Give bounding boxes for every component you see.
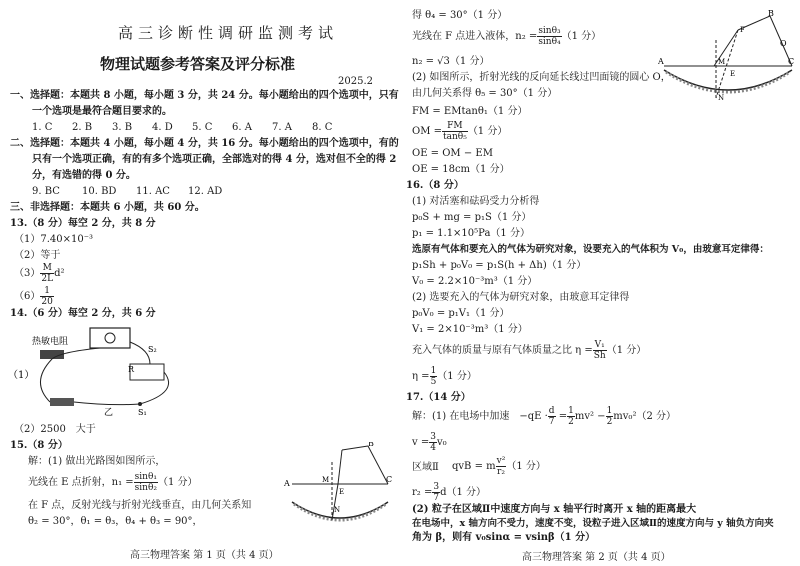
answer-6: 6. A [232, 122, 252, 133]
q17-line1: 解：(1) 在电场中加速 −qE · $\frac{d}{7}$ = $\frac{1}{2}$ mv² − $\frac{1}{2}$ mv₀²（2 分） [412, 406, 676, 427]
r-line4: (2) 如图所示，折射光线的反向延长线过凹面镜的圆心 O， [412, 72, 671, 83]
q16-line10: 充入气体的质量与原有气体质量之比 η = $\frac{\text{V₁}}{Sh}$ （1 分） [412, 340, 647, 361]
q13-answer-1: （1）7.40×10⁻³ [14, 234, 94, 245]
fig-r-label-a: A [658, 57, 664, 66]
fig-r-label-e: E [730, 70, 736, 78]
q17-line4: r₂ = $\frac{3}{7}$ d（1 分） [412, 482, 487, 503]
q15-line3: 在 F 点，反射光线与折射光线垂直，由几何关系知 [28, 500, 252, 511]
meter-dial-icon [105, 333, 115, 343]
footer-page2: 高三物理答案 第 2 页（共 4 页） [522, 552, 671, 563]
section2-line2: 只有一个选项正确，有的有多个选项正确，全部选对的得 4 分，选对但不全的得 2 [32, 154, 397, 165]
fig-label-a: A [284, 479, 290, 488]
q17-line3: 区域Ⅱ [412, 462, 439, 473]
answer-5: 5. C [192, 122, 213, 133]
r-line7: OM = $\frac{FM}{\text{tanθ₅}}$ （1 分） [412, 121, 508, 142]
q17-line3b: qvB = m $\frac{\text{v²}}{\text{r₂}}$ （1 分） [452, 456, 546, 477]
yi-label: 乙 [104, 408, 114, 416]
q17-line2: v = $\frac{3}{4}$ v₀ [412, 432, 447, 453]
answer-4: 4. D [152, 122, 173, 133]
section2-line3: 分，有选错的得 0 分。 [32, 170, 136, 181]
q17-line6: 在电场中，x 轴方向不受力，速度不变，设粒子进入区域Ⅱ的速度方向与 y 轴负方向夹 [412, 518, 774, 529]
thermistor-label: 热敏电阻 [32, 337, 69, 347]
q16-line9: V₁ = 2×10⁻³m³（1 分） [412, 324, 528, 335]
q17-line7: 角为 β，则有 v₀sinα = vsinβ（1 分） [412, 532, 596, 543]
q13-head: 13.（8 分）每空 2 分，共 8 分 [10, 218, 156, 229]
answer-2: 2. B [72, 122, 93, 133]
answer-10: 10. BD [82, 186, 117, 197]
q17-line5: (2) 粒子在区域Ⅱ中速度方向与 x 轴平行时离开 x 轴的距离最大 [412, 504, 697, 515]
q16-line8: p₀V₀ = p₁V₁（1 分） [412, 308, 510, 319]
answer-3: 3. B [112, 122, 133, 133]
s2-label: S₂ [148, 345, 157, 354]
answer-8: 8. C [312, 122, 333, 133]
answer-1: 1. C [32, 122, 53, 133]
q15-line4: θ₂ = 30°，θ₁ = θ₃，θ₄ + θ₃ = 90°， [28, 516, 203, 527]
fig-r-label-c: C [788, 57, 795, 66]
q16-head: 16.（8 分） [406, 180, 464, 191]
q14-head: 14.（6 分）每空 2 分，共 6 分 [10, 308, 156, 319]
section3: 三、非选择题：本题共 6 小题，共 60 分。 [10, 202, 205, 213]
switch-s1-icon [138, 402, 142, 406]
section1-line1: 一、选择题：本题共 8 小题，每小题 3 分，共 24 分。每小题给出的四个选项中，只有 [10, 90, 399, 101]
q15-head: 15.（8 分） [10, 440, 68, 451]
exam-title: 高三诊断性调研监测考试 [118, 24, 339, 42]
fig-label-c: C [386, 475, 393, 484]
q16-line1: (1) 对活塞和砝码受力分析得 [412, 196, 540, 207]
answer-7: 7. A [272, 122, 292, 133]
q16-line4: 选原有气体和要充入的气体为研究对象，设要充入的气体积为 V₀，由玻意耳定律得： [412, 244, 769, 255]
footer-page1: 高三物理答案 第 1 页（共 4 页） [130, 550, 279, 561]
fig-r-label-m: M [718, 58, 726, 66]
q13-answer-2: （2）等于 [14, 250, 61, 261]
r-line1: 得 θ₄ = 30°（1 分） [412, 10, 508, 21]
answer-12: 12. AD [188, 186, 223, 197]
right-page [402, 0, 800, 566]
q16-line7: (2) 选要充入的气体为研究对象，由玻意耳定律得 [412, 292, 630, 303]
fig-r-label-o: O [780, 39, 787, 48]
fig-label-e: E [339, 488, 345, 496]
r-label: R [128, 365, 135, 374]
r-line9: OE = 18cm（1 分） [412, 164, 510, 175]
r-line5: 由几何关系得 θ₅ = 30°（1 分） [412, 88, 558, 99]
q14-answer-2: （2）2500 大于 [14, 424, 96, 435]
resistor-box-icon [130, 364, 164, 380]
q13-answer-4: （6） $\frac{1}{20}$ [14, 286, 53, 307]
answer-11: 11. AC [136, 186, 170, 197]
fig-r-label-b: B [768, 10, 774, 18]
r-line2: 光线在 F 点进入液体，n₂ = $\frac{\text{sinθ₃}}{\text{sinθ₄}}$ （1 分） [412, 26, 602, 47]
r-line6: FM = EMtanθ₁（1 分） [412, 106, 528, 117]
part1-label: （1） [8, 370, 35, 381]
r-line3: n₂ = √3（1 分） [412, 56, 490, 67]
q17-head: 17.（14 分） [406, 392, 471, 403]
s1-label: S₁ [138, 408, 147, 416]
q16-line11: η = $\frac{1}{5}$ （1 分） [412, 366, 477, 387]
fig-label-m: M [322, 476, 330, 484]
q16-line2: p₀S + mg = p₁S（1 分） [412, 212, 532, 223]
meter-icon [90, 328, 130, 348]
section2-line1: 二、选择题：本题共 4 小题，每小题 4 分，共 16 分。每小题给出的四个选项中，有的 [10, 138, 399, 149]
circuit-diagram [0, 322, 200, 416]
fig-r-label-n: N [718, 94, 725, 102]
fig-r-label-f: F [740, 26, 745, 34]
fig-label-b: B [368, 442, 374, 448]
q16-line5: p₁Sh + p₀V₀ = p₁S(h + Δh)（1 分） [412, 260, 587, 271]
r-line8: OE = OM − EM [412, 148, 493, 159]
answer-subtitle: 物理试题参考答案及评分标准 [100, 55, 296, 73]
answer-9: 9. BC [32, 186, 60, 197]
q15-line2: 光线在 E 点折射，n₁ = $\frac{\text{sinθ₁}}{\text{sinθ₂}}$ （1 分） [28, 472, 198, 493]
date: 2025.2 [338, 76, 373, 87]
optics-diagram-left [282, 442, 398, 532]
q16-line6: V₀ = 2.2×10⁻³m³（1 分） [412, 276, 538, 287]
q16-line3: p₁ = 1.1×10⁵Pa（1 分） [412, 228, 530, 239]
battery-icon [50, 398, 74, 406]
optics-diagram-right [658, 10, 798, 106]
fig-label-n: N [334, 506, 341, 514]
q13-answer-3: （3） $\frac{M}{2L}$ d² [14, 263, 65, 284]
section1-line2: 一个选项是最符合题目要求的。 [32, 106, 172, 117]
q15-line1: 解：(1) 做出光路图如图所示， [28, 456, 166, 467]
